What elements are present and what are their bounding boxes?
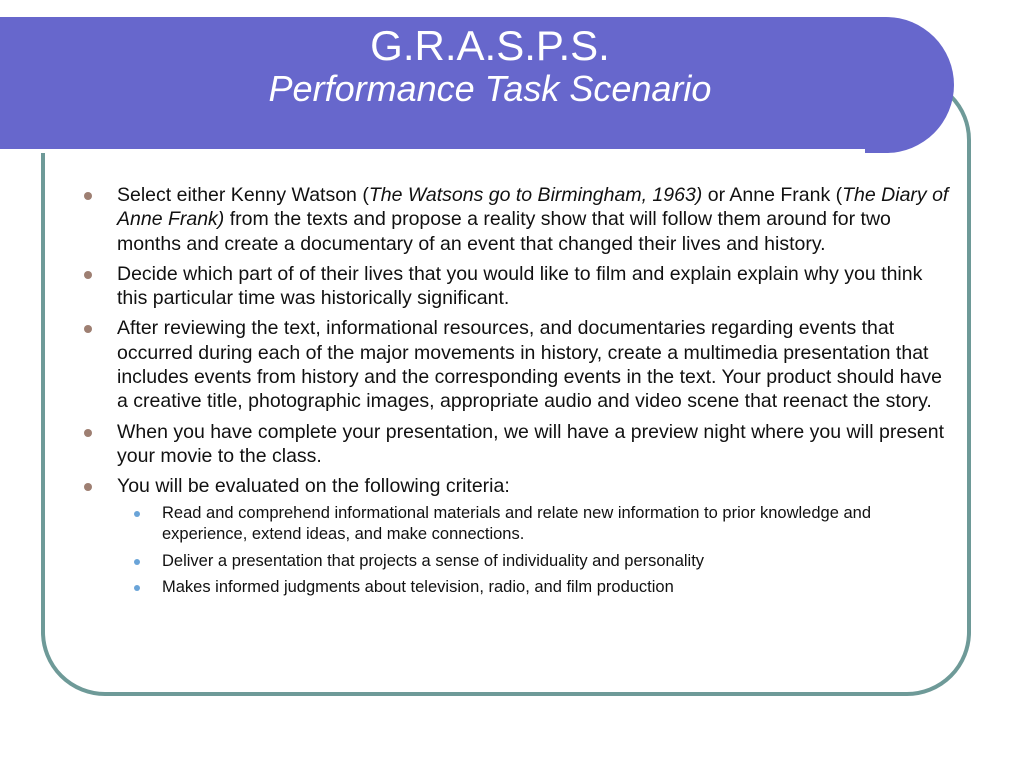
bullet-dot-icon — [84, 429, 92, 437]
bullet-dot-icon — [84, 271, 92, 279]
bullet-text: Select either Kenny Watson ( — [117, 184, 369, 206]
bullet-text: or Anne Frank ( — [702, 184, 843, 206]
book-title: The Watsons go to Birmingham, 1963) — [368, 184, 703, 206]
bullet-text: After reviewing the text, informational resources, and documentaries regarding events that occurred during each of the major movements in history, create a multimedia presentation that includes events from history and the corresponding events in the text. Your product should have a creative title, photographic images, appropriate audio and video scene that reenact the story. — [117, 317, 942, 413]
criteria-text: Read and comprehend informational materials and relate new information to prior knowledge and experience, extend ideas, and make connections. — [162, 503, 871, 544]
criteria-item — [134, 577, 954, 599]
criteria-text: Deliver a presentation that projects a sense of individuality and personality — [162, 551, 705, 570]
bullet-text: Decide which part of of their lives that you would like to film and explain explain why you think this particular time was historically significant. — [117, 262, 923, 310]
criteria-list — [117, 503, 954, 599]
bullet-list — [84, 183, 954, 605]
bullet-dot-icon — [84, 192, 92, 200]
title-subtitle: Performance Task Scenario — [268, 68, 712, 110]
bullet-dot-icon — [84, 483, 92, 491]
bullet-item — [84, 474, 954, 598]
bullet-item — [84, 420, 954, 469]
sub-bullet-dot-icon — [134, 585, 140, 591]
sub-bullet-dot-icon — [134, 511, 140, 517]
book-title: The Diary of Anne Frank) — [117, 184, 949, 231]
slide-title — [150, 22, 830, 109]
title-underline — [0, 149, 865, 153]
criteria-text: Makes informed judgments about television, radio, and film production — [162, 578, 674, 597]
bullet-text: When you have complete your presentation, we will have a preview night where you will present your movie to the class. — [117, 420, 945, 467]
bullet-item — [84, 316, 954, 413]
sub-bullet-dot-icon — [134, 559, 140, 565]
criteria-item — [134, 551, 954, 573]
bullet-text: from the texts and propose a reality show that will follow them around for two months and create a documentary of an event that changed their lives and history. — [117, 208, 891, 255]
bullet-dot-icon — [84, 325, 92, 333]
criteria-item — [134, 503, 954, 546]
title-main: G.R.A.S.P.S. — [370, 22, 610, 69]
bullet-item — [84, 183, 954, 256]
bullet-text: You will be evaluated on the following criteria: — [117, 475, 510, 498]
bullet-item — [84, 262, 954, 311]
